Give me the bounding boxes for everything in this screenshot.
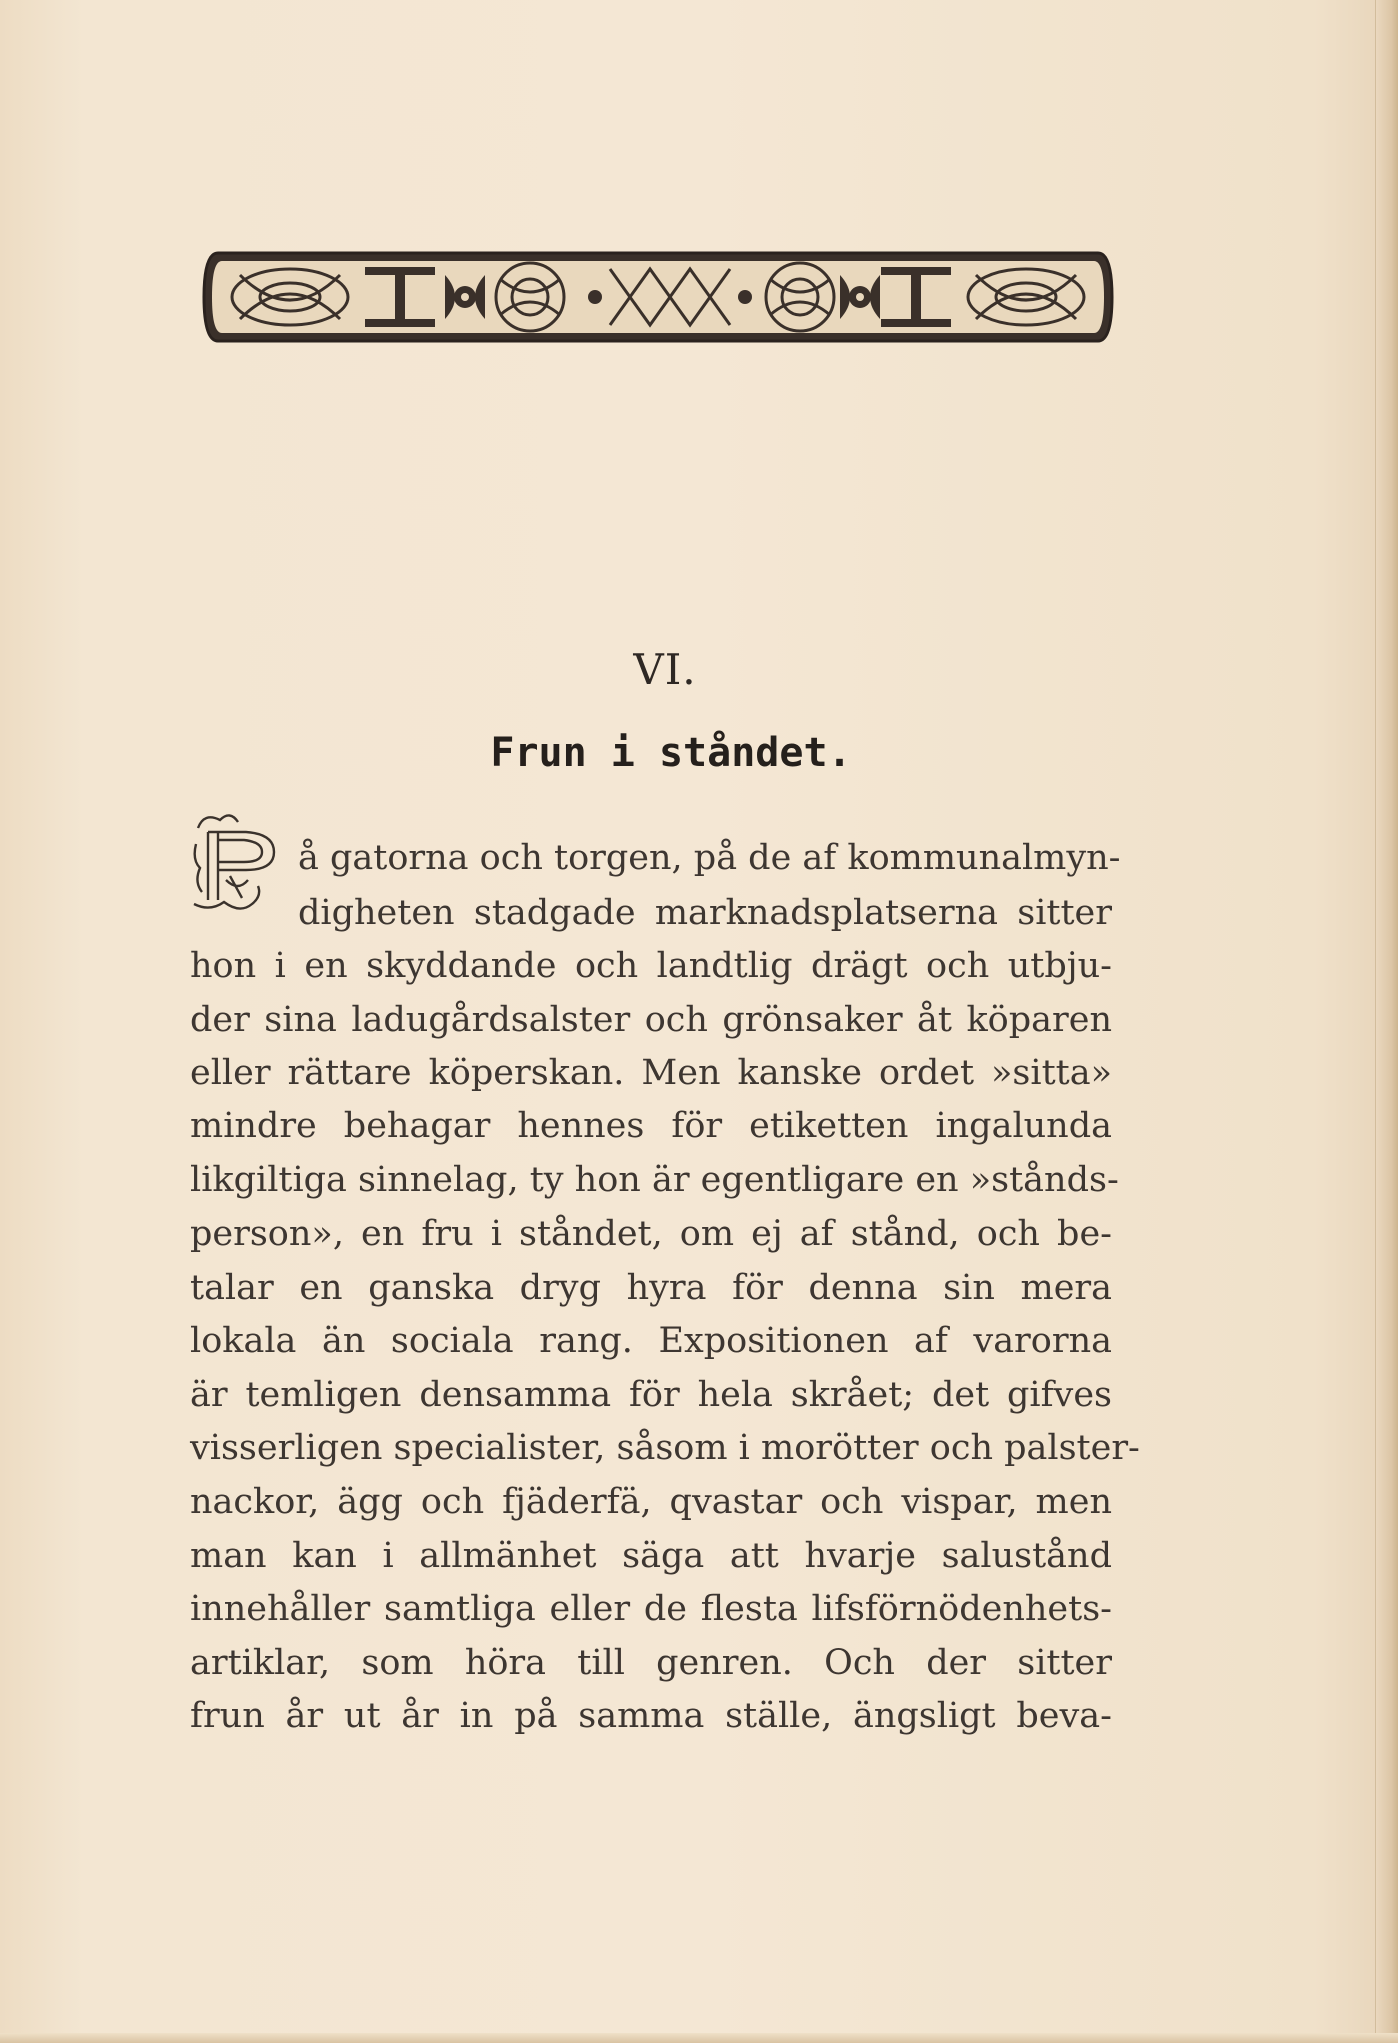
text-line: nackor, ägg och fjäderfä, qvastar och vispar, men [190,1482,1112,1522]
text-line: innehåller samtliga eller de flesta lifsförnödenhets- [190,1589,1112,1629]
chapter-title: Frun i ståndet. [490,730,852,776]
text-line: frun år ut år in på samma ställe, ängsligt beva- [190,1696,1112,1736]
text-line: mindre behagar hennes för etiketten ingalunda [190,1106,1112,1146]
text-line: person», en fru i ståndet, om ej af stånd, och be- [190,1214,1112,1254]
decorative-knotwork-headpiece-icon [200,245,1116,349]
text-line: är temligen densamma för hela skrået; det gifves [190,1375,1112,1415]
page-edge-right [1375,0,1398,2043]
text-line: man kan i allmänhet säga att hvarje salustånd [190,1536,1112,1576]
text-line: talar en ganska dryg hyra för denna sin mera [190,1268,1112,1308]
text-line: der sina ladugårdsalster och grönsaker åt köparen [190,1000,1112,1040]
text-line: å gatorna och torgen, på de af kommunalmyn- [298,838,1121,878]
text-line: likgiltiga sinnelag, ty hon är egentligare en »stånds- [190,1160,1119,1200]
ornate-initial-p-icon [190,808,282,920]
text-line: visserligen specialister, såsom i morötter och palster- [190,1428,1140,1468]
page-edge-bottom [0,2033,1398,2043]
text-line: lokala än sociala rang. Expositionen af varorna [190,1321,1112,1361]
chapter-number: VI. [633,645,697,694]
text-line: digheten stadgade marknadsplatserna sitter [298,893,1112,933]
dropcap-letter: P [190,808,191,809]
text-line: artiklar, som höra till genren. Och der sitter [190,1643,1112,1683]
text-line: hon i en skyddande och landtlig drägt och utbju- [190,946,1112,986]
text-line: eller rättare köperskan. Men kanske ordet »sitta» [190,1053,1112,1093]
